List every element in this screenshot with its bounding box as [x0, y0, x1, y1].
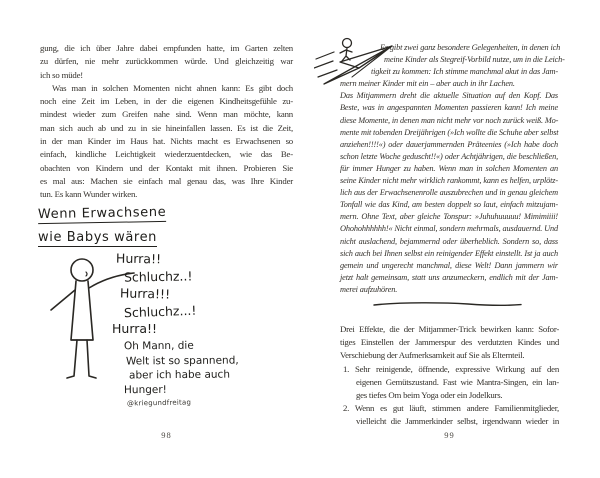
- text-line: ges tiefes Om beim Yoga oder ein Jodelkurs.: [356, 390, 503, 401]
- text-line: 1. Sehr reinigende, öffnende, expressive Wirkung auf den: [343, 363, 559, 374]
- text-line: Ohohohhhhhh!« Nicht einmal, sondern mehrmals, ausdauernd. Und: [340, 224, 558, 234]
- text-line: ich so müde!: [40, 69, 84, 80]
- text-line: 2. Wenn es gut läuft, stimmen andere Familienmitglieder,: [343, 403, 559, 414]
- page-number-right: 99: [444, 430, 455, 440]
- text-line: in der man Kinder im Haus hat. Nichts macht es Erwachsenen so: [40, 136, 293, 147]
- section-divider-line: [372, 300, 524, 310]
- text-line: tun. Es kann Wunder wirken.: [40, 189, 138, 200]
- handwritten-exclamation: Schluchz...!: [123, 302, 197, 320]
- handwritten-exclamation: Hurra!!!: [119, 285, 171, 302]
- handwritten-speech-line: Hunger!: [123, 383, 167, 396]
- handwritten-exclamation: Hurra!!: [112, 321, 158, 336]
- handwritten-exclamations: [112, 250, 196, 338]
- text-line: nicht auslachend, bejammernd oder überheblich. Sondern so, dass: [340, 236, 558, 246]
- left-text-column: [40, 42, 293, 202]
- text-line: man sich auch ab und zu in sie hineinfallen lassen. Es ist die Zeit,: [40, 122, 293, 133]
- text-line: diese Momente, in denen man nicht mehr vor noch zurück weiß. Mo-: [340, 115, 559, 125]
- text-line: gemein und ungerecht manchmal, diese Welt! Dann jammern wir: [340, 260, 558, 270]
- handwritten-speech-line: aber ich habe auch: [128, 368, 231, 382]
- text-line: Beste, was in angespannten Momenten passieren kann! Ich meine: [340, 103, 558, 113]
- text-line: merei aufzuhören.: [340, 284, 398, 294]
- text-line: zu dürfen, nie mehr zurückkommen würde. Und gleichzeitig war: [40, 56, 293, 67]
- text-line: mern meiner Kinder mit ein – aber auch in ihr Lachen.: [340, 79, 515, 89]
- text-line: für immer Hunger zu haben. Wenn man in solchen Momenten an: [340, 163, 558, 173]
- text-line: es mal aus: Machen sie einfach mal genau das, was Ihre Kinder: [40, 175, 293, 186]
- handwritten-exclamation: Hurra!!: [115, 250, 162, 267]
- text-line: meine Kinder als Stegreif-Vorbild nutze, um in die Leich-: [384, 55, 565, 65]
- cartoon-title-line: Wenn Erwachsene: [37, 204, 167, 223]
- text-line: seine Kinder nicht mehr wirklich rankommt, kann es helfen, urplötz-: [340, 176, 558, 186]
- text-line: tiges Einstellen der Jammerspur des verdutzten Kindes und: [340, 337, 559, 348]
- cartoon-title-line: wie Babys wären: [38, 230, 158, 245]
- handwritten-speech-line: Welt ist so spannend,: [125, 354, 239, 367]
- text-line: gung, die ich über Jahre dabei empfunden hatte, im Garten zelten: [40, 43, 293, 53]
- text-line: tigkeit zu kommen: Ich stimme manchmal akut in das Jam-: [371, 67, 558, 77]
- right-intro-column: [340, 42, 565, 296]
- text-line: anziehen!!!!«) oder dauerjammernden Präteenies (»Ich habe doch: [340, 139, 558, 149]
- text-line: noch eine Zeit im Leben, in der die eigenen Kindheitsgefühle zu-: [40, 96, 293, 107]
- text-line: mindest wieder zum Greifen nahe sind. Wenn man möchte, kann: [40, 109, 293, 120]
- text-line: einfach, kindliche Leichtigkeit wiederzuentdecken, wie das Be-: [40, 149, 293, 160]
- right-effects-column: [340, 323, 559, 429]
- text-line: Was man in solchen Momenten nicht ahnen kann: Es gibt doch: [52, 82, 293, 93]
- text-line: mente mit tobenden Dreijährigen (»Ich wollte die Schuhe aber selbst: [340, 127, 559, 137]
- text-line: schon letzte Woche geduscht!!«) oder Achtjährigen, die beschließen,: [340, 151, 558, 161]
- text-line: Tonfall wie das Kind, am besten doppelt so laut, einfach mitzujam-: [340, 200, 558, 210]
- text-line: Das Mitjammern dreht die aktuelle Situation auf den Kopf. Das: [340, 91, 558, 101]
- text-line: sich auch bei Ihnen selbst ein reinigender Effekt einstellt. Ist ja auch: [340, 248, 558, 258]
- page-right: [300, 0, 600, 478]
- text-line: Verschiebung der Aufmerksamkeit auf Sie als Elternteil.: [340, 350, 525, 361]
- text-line: vielleicht die Jammerkinder selbst, irgendwann wieder in: [356, 416, 559, 427]
- handwritten-speech-line: Oh Mann, die: [123, 339, 194, 353]
- text-line: mern. Ohne Text, aber gleiche Tonspur: »Juhuhuuuuu! Mimimiiii!: [340, 212, 558, 222]
- artist-credit: @kriegundfreitag: [126, 398, 192, 408]
- text-line: Es gibt zwei ganz besondere Gelegenheiten, in denen ich: [380, 43, 561, 52]
- text-line: obachten von Kindern und der Kontakt mit ihnen. Probieren Sie: [40, 162, 293, 173]
- handwritten-speech: [124, 339, 239, 397]
- text-line: Drei Effekte, die der Mitjammer-Trick bewirken kann: Sofor-: [340, 324, 559, 334]
- cartoon-title: [38, 206, 166, 250]
- text-line: jetzt halt gemeinsam, statt uns anzumeckern, endlich mit der Jam-: [340, 272, 558, 282]
- page-number-left: 98: [161, 430, 172, 440]
- text-line: lich aus der Erwachsenenrolle auszubrechen und in genau gleichem: [340, 188, 558, 198]
- handwritten-exclamation: Schluchz..!: [123, 267, 193, 285]
- text-line: eigenen Gemütszustand. Fast wie Mantra-Singen, ein lan-: [356, 376, 559, 387]
